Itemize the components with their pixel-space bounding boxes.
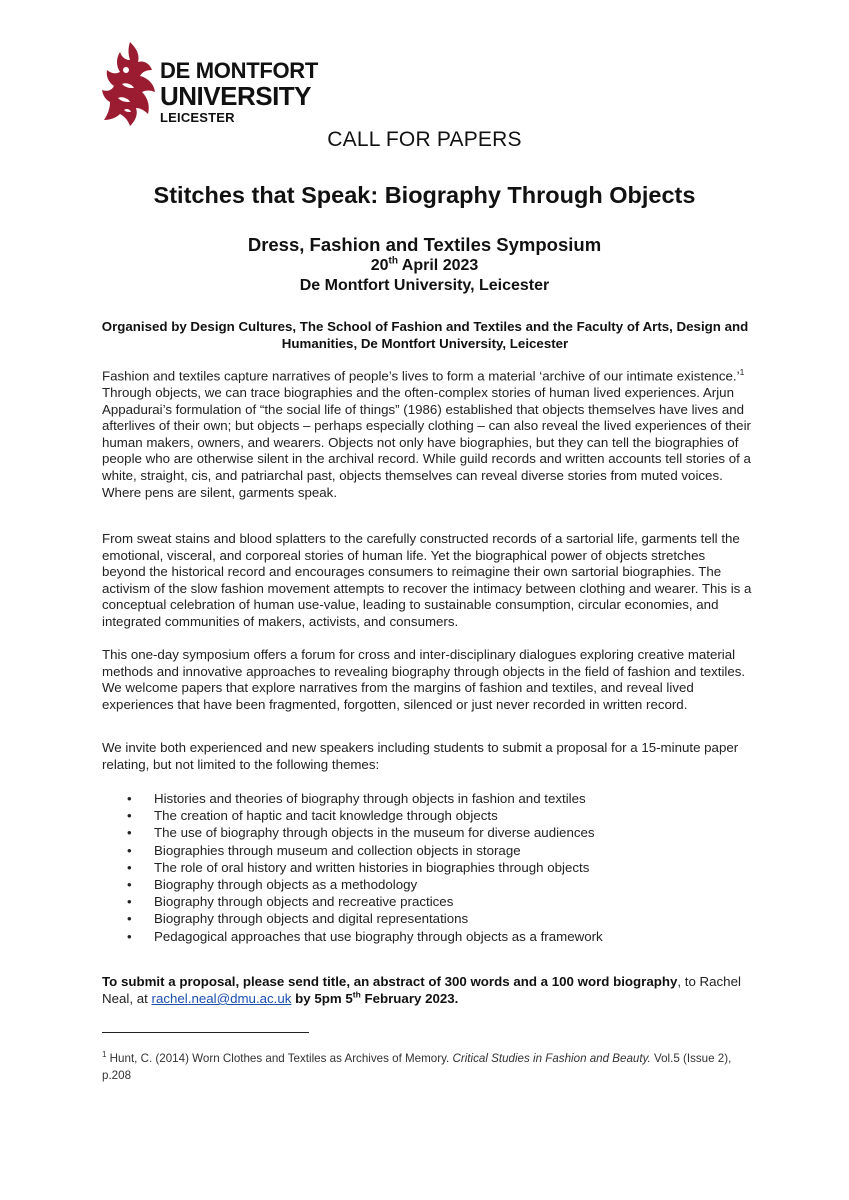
theme-text: The creation of haptic and tacit knowledge through objects: [154, 808, 498, 824]
submission-intro: To submit a proposal, please send title, an abstract of 300 words and a 100 word biography: [102, 974, 678, 989]
theme-text: The use of biography through objects in the museum for diverse audiences: [154, 825, 595, 841]
event-name: Dress, Fashion and Textiles Symposium: [247, 234, 602, 255]
logo-line-university: UNIVERSITY: [160, 81, 312, 111]
intro-paragraph-part-a: Fashion and textiles capture narratives of people’s lives to form a material ‘archive of our intimate existence.’: [102, 368, 740, 384]
bullet-icon: •: [127, 894, 132, 910]
themes-list: [102, 790, 752, 945]
theme-text: Pedagogical approaches that use biography through objects as a framework: [154, 928, 603, 944]
event-venue: De Montfort University, Leicester: [299, 277, 550, 294]
bullet-icon: •: [127, 928, 132, 944]
list-item: [102, 842, 752, 859]
deadline-suffix: th: [352, 989, 361, 1000]
intro-paragraph-part-b: Through objects, we can trace biographies and the often-complex stories of human lived experiences. Arjun Appadurai’s formulation of “the social life of things” (1986) established that objects themselves have lives and afterlives of their own; but objects – perhaps especially clothing – can also reveal the lived experiences of their human makers, owners, and wearers. Objects not only have biographies, but they can tell the biographies of people who are otherwise silent in the archival record. While guild records and written accounts tell stories of a white, straight, cis, and patriarchal past, objects themselves can reveal diverse stories from muted voices. Where pens are silent, garments speak.: [102, 385, 751, 500]
footnote-text-a: Hunt, C. (2014) Worn Clothes and Textiles as Archives of Memory.: [106, 1051, 453, 1065]
list-item: [102, 807, 752, 824]
theme-text: Biography through objects and digital representations: [154, 911, 469, 927]
theme-text: Biographies through museum and collection objects in storage: [154, 842, 521, 858]
garments-paragraph-text: From sweat stains and blood splatters to the carefully constructed records of a sartorial life, garments tell the emotional, visceral, and corporeal stories of human life. Yet the biographical power of objects stretches beyond the historical record and encourages consumers to reimagine their own sartorial biographies. The activism of the slow fashion movement attempts to recover the intimacy between clothing and wearer. This is a conceptual celebration of human use-value, leading to sustainable consumption, circular economies, and integrated communities of makers, activists, and consumers.: [102, 531, 752, 629]
call-for-papers-heading: CALL FOR PAPERS: [327, 128, 522, 151]
event-details: [0, 234, 849, 296]
bullet-icon: •: [127, 859, 132, 875]
logo-line-leicester: LEICESTER: [160, 110, 235, 125]
organisers-statement: Organised by Design Cultures, The School of Fashion and Textiles and the Faculty of Arts, Design and Humanities, De Montfort University, Leicester: [101, 319, 749, 351]
bullet-icon: •: [127, 877, 132, 893]
theme-text: Histories and theories of biography through objects in fashion and textiles: [154, 791, 586, 806]
contact-email-link[interactable]: rachel.neal@dmu.ac.uk: [151, 991, 292, 1006]
submission-instructions: [102, 973, 762, 1007]
invitation-paragraph: [102, 740, 752, 773]
submission-deadline: [291, 991, 458, 1006]
bullet-icon: •: [127, 842, 132, 858]
bullet-icon: •: [127, 808, 132, 824]
symposium-paragraph-text: This one-day symposium offers a forum for cross and inter-disciplinary dialogues exploring creative material methods and innovative approaches to revealing biography through objects in the field of fashion and textiles. We welcome papers that explore narratives from the margins of fashion and textiles, and reveal lived experiences that have been fragmented, forgotten, silenced or just never recorded in written record.: [102, 647, 746, 712]
bullet-icon: •: [127, 791, 132, 806]
theme-text: The role of oral history and written histories in biographies through objects: [154, 859, 590, 875]
footnote-number: 1: [102, 1050, 107, 1059]
event-date-day: 20: [370, 257, 389, 274]
list-item: [102, 824, 752, 841]
event-date-suffix: th: [388, 255, 398, 267]
footnote-journal: Critical Studies in Fashion and Beauty.: [452, 1051, 651, 1065]
logo-line-de-montfort: DE MONTFORT: [160, 58, 319, 83]
garments-paragraph: [102, 531, 752, 631]
invitation-paragraph-text: We invite both experienced and new speakers including students to submit a proposal for a 15-minute paper relating, but not limited to the following themes:: [102, 740, 739, 772]
intro-paragraph: [102, 364, 752, 501]
footnote-divider: [102, 1032, 309, 1033]
submission-to-text: , to Rachel Neal, at: [102, 974, 741, 1006]
bullet-icon: •: [127, 825, 132, 841]
list-item: [102, 876, 752, 893]
footnote: [102, 1046, 762, 1084]
bullet-icon: •: [127, 911, 132, 927]
symposium-title: Stitches that Speak: Biography Through Objects: [153, 182, 696, 208]
list-item: [102, 928, 752, 945]
footnote-text-b: Vol.5 (Issue 2), p.208: [102, 1051, 732, 1082]
list-item: [102, 859, 752, 876]
event-date-rest: April 2023: [397, 257, 479, 274]
university-logo: [100, 40, 330, 132]
list-item: [102, 893, 752, 910]
theme-text: Biography through objects and recreative practices: [154, 894, 454, 910]
symposium-paragraph: [102, 647, 752, 713]
event-date: [0, 256, 849, 276]
list-item: [102, 910, 752, 927]
deadline-part-b: February 2023.: [360, 991, 459, 1006]
footnote-reference: 1: [739, 367, 745, 377]
list-item: [102, 790, 752, 807]
logo-wordmark: [160, 60, 318, 124]
theme-text: Biography through objects as a methodology: [154, 877, 418, 893]
dmu-griffin-logo-icon: [100, 40, 158, 128]
deadline-part-a: by 5pm 5: [291, 991, 353, 1006]
